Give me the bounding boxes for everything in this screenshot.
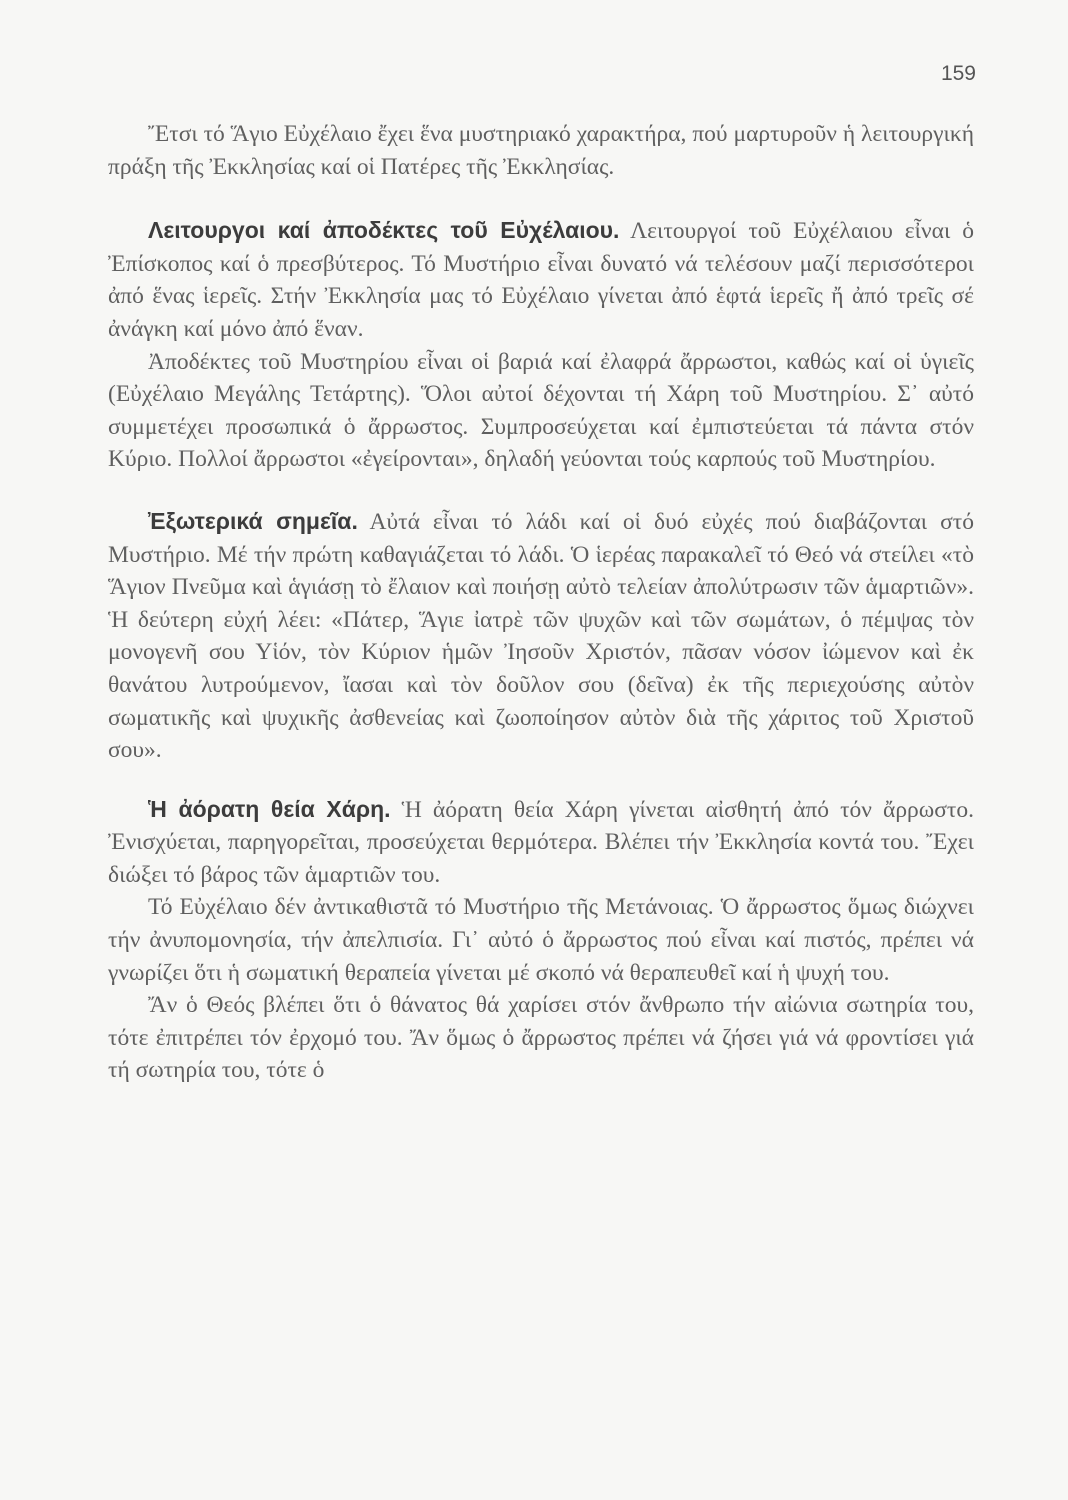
paragraph-text: Ἡ ἀόρατη θεία Χάρη γίνεται αἰσθητή ἀπό τόν ἄρρωστο. Ἐνισχύεται, παρηγορεῖται, προσεύχεται θερμότερα. Βλέπει τήν Ἐκκλησία κοντά του. Ἔχει διώξει τό βάρος τῶν ἁμαρτιῶν του. (108, 796, 974, 888)
paragraph-text: Ἔτσι τό Ἅγιο Εὐχέλαιο ἔχει ἕνα μυστηριακό χαρακτήρα, πού μαρτυροῦν ἡ λειτουργική πράξη τῆς Ἐκκλησίας καί οἱ Πατέρες τῆς Ἐκκλησίας. (108, 121, 974, 180)
paragraph-ministers (108, 214, 974, 345)
paragraph-external-signs (108, 505, 974, 767)
paragraph-text: Ἄν ὁ Θεός βλέπει ὅτι ὁ θάνατος θά χαρίσει στόν ἄνθρωπο τήν αἰώνια σωτηρία του, τότε ἐπιτρέπει τόν ἐρχομό του. Ἄν ὅμως ὁ ἄρρωστος πρέπει νά ζήσει γιά νά φροντίσει γιά τή σωτηρία του, τότε ὁ (108, 992, 974, 1084)
paragraph-text: Αὐτά εἶναι τό λάδι καί οἱ δυό εὐχές πού διαβάζονται στό Μυστήριο. Μέ τήν πρώτη καθαγιάζεται τό λάδι. Ὁ ἱερέας παρακαλεῖ τό Θεό νά στείλει «τὸ Ἅγιον Πνεῦμα καὶ ἁγιάσῃ τὸ ἔλαιον καὶ ποιήσῃ αὐτὸ τελείαν ἀπολύτρωσιν τῶν ἁμαρτιῶν». Ἡ δεύτερη εὐχή λέει: «Πάτερ, Ἅγιε ἰατρὲ τῶν ψυχῶν καὶ τῶν σωμάτων, ὁ πέμψας τὸν μονογενῆ σου Υἱόν, τὸν Κύριον ἡμῶν Ἰησοῦν Χριστόν, πᾶσαν νόσον ἰώμενον καὶ ἐκ θανάτου λυτρούμενον, ἴασαι καὶ τὸν δοῦλον σου (δεῖνα) ἐκ τῆς περιεχούσης αὐτὸν σωματικῆς καὶ ψυχικῆς ἀσθενείας καὶ ζωοποίησον αὐτὸν διὰ τῆς χάριτος τοῦ Χριστοῦ σου». (108, 508, 974, 764)
section-heading: Ἡ ἀόρατη θεία Χάρη. (148, 795, 391, 822)
section-heading: Λειτουργοι καί ἀποδέκτες τοῦ Εὐχέλαιου. (148, 217, 620, 244)
paragraph-recipients (108, 346, 974, 476)
body-text (108, 118, 974, 1087)
paragraph-text: Τό Εὐχέλαιο δέν ἀντικαθιστᾶ τό Μυστήριο τῆς Μετάνοιας. Ὁ ἄρρωστος ὅμως διώχνει τήν ἀνυπομονησία, τήν ἀπελπισία. Γι᾽ αὐτό ὁ ἄρρωστος πού εἶναι καί πιστός, πρέπει νά γνωρίζει ὅτι ἡ σωματική θεραπεία γίνεται μέ σκοπό νά θεραπευθεῖ καί ἡ ψυχή του. (108, 894, 974, 986)
paragraph-intro (108, 118, 974, 183)
page-number: 159 (940, 62, 976, 85)
section-heading: Ἐξωτερικά σημεῖα. (148, 507, 358, 534)
paragraph-text: Ἀποδέκτες τοῦ Μυστηρίου εἶναι οἱ βαριά καί ἐλαφρά ἄρρωστοι, καθώς καί οἱ ὑγιεῖς (Εὐχέλαιο Μεγάλης Τετάρτης). Ὅλοι αὐτοί δέχονται τή Χάρη τοῦ Μυστηρίου. Σ᾽ αὐτό συμμετέχει προσωπικά ὁ ἄρρωστος. Συμπροσεύχεται καί ἐμπιστεύεται τά πάντα στόν Κύριο. Πολλοί ἄρρωστοι «ἐγείρονται», δηλαδή γεύονται τούς καρπούς τοῦ Μυστηρίου. (108, 348, 974, 473)
paragraph-text: Λειτουργοί τοῦ Εὐχέλαιου εἶναι ὁ Ἐπίσκοπος καί ὁ πρεσβύτερος. Τό Μυστήριο εἶναι δυνατό νά τελέσουν μαζί περισσότεροι ἀπό ἕνας ἱερεῖς. Στήν Ἐκκλησία μας τό Εὐχέλαιο γίνεται ἀπό ἑφτά ἱερεῖς ἤ ἀπό τρεῖς σέ ἀνάγκη καί μόνο ἀπό ἕναν. (108, 218, 974, 342)
paragraph-invisible-grace (108, 793, 974, 892)
paragraph-death (108, 989, 974, 1087)
paragraph-repentance (108, 891, 974, 989)
